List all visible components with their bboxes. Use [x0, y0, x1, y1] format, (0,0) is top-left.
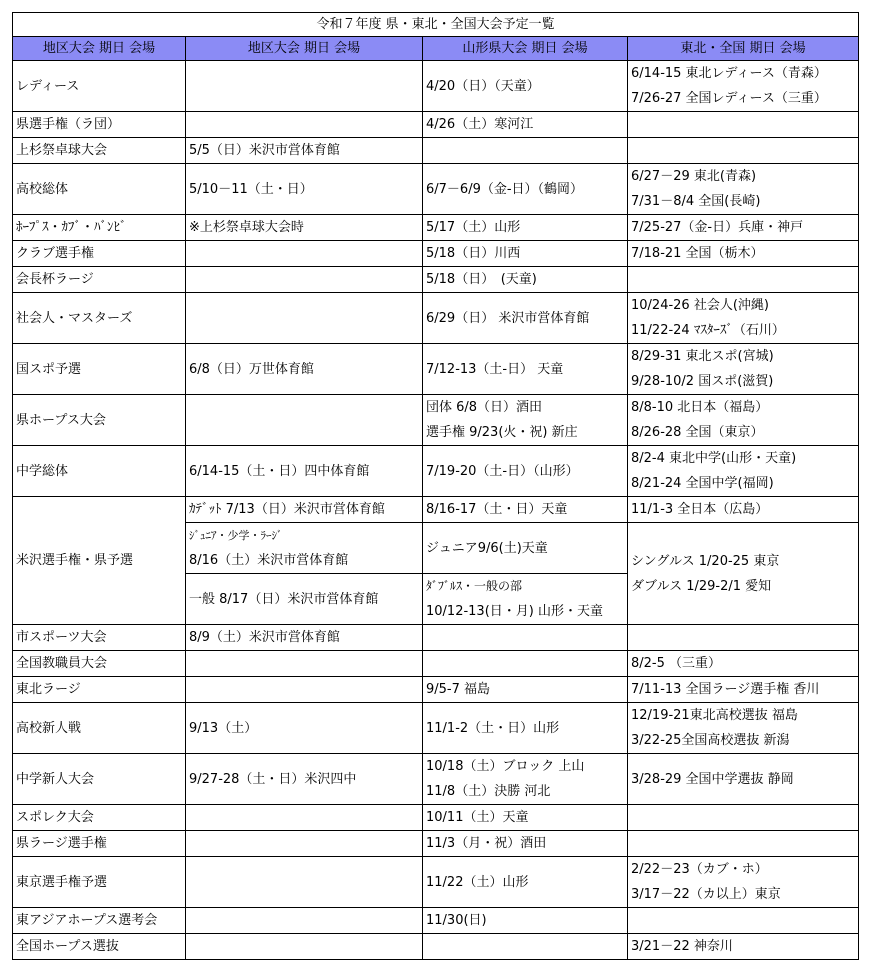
cell-line: 6/14-15（土・日）四中体育館 [189, 463, 370, 479]
tohoku-cell [628, 395, 859, 446]
cell-line: 7/25-27（金-日）兵庫・神戸 [631, 220, 804, 235]
tohoku-cell [628, 497, 859, 523]
table-row [13, 138, 859, 164]
tohoku-cell [628, 831, 859, 857]
prefecture-cell [423, 805, 628, 831]
prefecture-cell [423, 651, 628, 677]
table-row [13, 677, 859, 703]
event-cell [13, 934, 186, 960]
header-prefecture: 山形県大会 期日 会場 [423, 37, 628, 61]
event-cell [13, 651, 186, 677]
event-cell [13, 241, 186, 267]
table-row [13, 908, 859, 934]
cell-line: 10/24-26 社会人(沖縄) [631, 298, 769, 313]
cell-line: 上杉祭卓球大会 [16, 143, 108, 158]
cell-line: 会長杯ラージ [16, 272, 94, 287]
cell-line: 7/19-20（土-日）（山形） [426, 463, 579, 479]
district-cell [186, 831, 423, 857]
cell-line: スポレク大会 [16, 810, 94, 825]
cell-line: 9/28-10/2 国スポ(滋賀) [631, 374, 774, 389]
cell-line: 11/1-3 全日本（広島） [631, 502, 769, 517]
header-tohoku-national: 東北・全国 期日 会場 [628, 37, 859, 61]
title-row [13, 13, 859, 37]
empty-cell [426, 934, 624, 959]
prefecture-cell [423, 677, 628, 703]
district-cell [186, 497, 423, 523]
prefecture-cell [423, 138, 628, 164]
prefecture-cell [423, 112, 628, 138]
cell-line: ダブルス 1/29-2/1 愛知 [631, 578, 772, 594]
event-cell [13, 61, 186, 112]
empty-cell [189, 805, 419, 830]
cell-line: 5/5（日）米沢市営体育館 [189, 143, 340, 158]
empty-cell [189, 908, 419, 933]
prefecture-cell [423, 61, 628, 112]
district-cell [186, 523, 423, 574]
cell-line: 7/31－8/4 全国(長崎) [631, 194, 761, 209]
prefecture-cell [423, 267, 628, 293]
schedule-table [12, 12, 859, 960]
empty-cell [189, 870, 419, 895]
empty-cell [631, 138, 855, 163]
empty-cell [189, 408, 419, 433]
table-row [13, 241, 859, 267]
event-cell [13, 857, 186, 908]
prefecture-cell [423, 625, 628, 651]
prefecture-cell [423, 857, 628, 908]
tohoku-cell [628, 267, 859, 293]
prefecture-cell [423, 446, 628, 497]
district-cell [186, 215, 423, 241]
event-cell [13, 446, 186, 497]
cell-line: 7/12-13（土-日） 天童 [426, 361, 564, 377]
event-cell [13, 215, 186, 241]
cell-line: 市スポーツ大会 [16, 630, 107, 645]
table-row [13, 164, 859, 215]
cell-line: 8/21-24 全国中学(福岡) [631, 476, 774, 491]
event-cell [13, 805, 186, 831]
cell-line: 11/30(日) [426, 913, 487, 928]
cell-line: 3/17－22（カ以上）東京 [631, 887, 781, 902]
cell-line: 6/29（日） 米沢市営体育館 [426, 310, 590, 326]
district-cell [186, 344, 423, 395]
cell-line: ﾀﾞﾌﾞﾙｽ・一般の部 [426, 579, 523, 593]
prefecture-cell [423, 293, 628, 344]
tohoku-cell [628, 61, 859, 112]
tohoku-cell [628, 241, 859, 267]
empty-cell [189, 677, 419, 702]
tohoku-cell [628, 754, 859, 805]
table-row [13, 625, 859, 651]
tohoku-cell [628, 908, 859, 934]
event-cell [13, 395, 186, 446]
event-cell [13, 344, 186, 395]
cell-line: ｼﾞｭﾆｱ・少学・ﾗｰｼﾞ [189, 529, 283, 542]
event-cell [13, 625, 186, 651]
table-row [13, 446, 859, 497]
table-row [13, 754, 859, 805]
event-cell [13, 754, 186, 805]
cell-line: 県選手権（ラ団） [16, 117, 121, 132]
event-cell [13, 497, 186, 625]
tohoku-cell [628, 677, 859, 703]
cell-line: 5/17（土）山形 [426, 220, 521, 235]
cell-line: 選手権 9/23(火・祝) 新庄 [426, 425, 578, 440]
tohoku-cell [628, 446, 859, 497]
table-row [13, 112, 859, 138]
empty-cell [426, 138, 624, 163]
empty-cell [631, 805, 855, 830]
cell-line: 11/22（土）山形 [426, 874, 529, 890]
cell-line: シングルス 1/20-25 東京 [631, 553, 780, 569]
district-cell [186, 267, 423, 293]
empty-cell [189, 651, 419, 676]
cell-line: 11/3（月・祝）酒田 [426, 836, 547, 851]
district-cell [186, 138, 423, 164]
cell-line: ※上杉祭卓球大会時 [189, 220, 304, 235]
cell-line: 団体 6/8（日）酒田 [426, 400, 543, 415]
empty-cell [189, 267, 419, 292]
table-row [13, 344, 859, 395]
district-cell [186, 677, 423, 703]
prefecture-cell [423, 754, 628, 805]
event-cell [13, 831, 186, 857]
prefecture-cell [423, 934, 628, 960]
cell-line: 9/13（土） [189, 720, 258, 736]
tohoku-cell [628, 344, 859, 395]
event-cell [13, 677, 186, 703]
empty-cell [189, 306, 419, 331]
cell-line: 12/19-21東北高校選抜 福島 [631, 708, 798, 723]
cell-line: 3/22-25全国高校選抜 新潟 [631, 733, 790, 748]
cell-line: 中学新人大会 [16, 771, 95, 787]
cell-line: 4/26（土）寒河江 [426, 117, 534, 132]
table-row [13, 395, 859, 446]
tohoku-cell [628, 112, 859, 138]
cell-line: 8/2-4 東北中学(山形・天童) [631, 451, 797, 466]
cell-line: 2/22－23（カブ・ホ） [631, 862, 768, 877]
tohoku-cell [628, 805, 859, 831]
cell-line: 8/16-17（土・日）天童 [426, 502, 568, 517]
cell-line: 3/28-29 全国中学選抜 静岡 [631, 771, 794, 787]
cell-line: クラブ選手権 [16, 246, 95, 261]
cell-line: 一般 8/17（日）米沢市営体育館 [189, 591, 379, 607]
tohoku-cell [628, 293, 859, 344]
district-cell [186, 293, 423, 344]
empty-cell [189, 934, 419, 959]
table-row [13, 497, 859, 523]
header-district: 地区大会 期日 会場 [186, 37, 423, 61]
table-row [13, 293, 859, 344]
event-cell [13, 293, 186, 344]
empty-cell [189, 112, 419, 137]
cell-line: 6/27－29 東北(青森) [631, 169, 757, 184]
cell-line: 9/27-28（土・日）米沢四中 [189, 771, 357, 787]
event-cell [13, 703, 186, 754]
empty-cell [189, 241, 419, 266]
event-cell [13, 267, 186, 293]
cell-line: 高校新人戦 [16, 720, 82, 736]
prefecture-cell [423, 497, 628, 523]
cell-line: 5/10－11（土・日） [189, 181, 313, 197]
empty-cell [189, 831, 419, 856]
empty-cell [189, 74, 419, 99]
prefecture-cell [423, 215, 628, 241]
cell-line: 11/8（土）決勝 河北 [426, 784, 551, 799]
cell-line: 高校総体 [16, 181, 69, 197]
cell-line: 10/11（土）天童 [426, 810, 529, 825]
cell-line: 県ラージ選手権 [16, 836, 107, 851]
cell-line: 東アジアホープス選考会 [16, 913, 158, 928]
district-cell [186, 112, 423, 138]
table-row [13, 934, 859, 960]
cell-line: 4/20（日）（天童） [426, 78, 540, 94]
tohoku-cell [628, 934, 859, 960]
district-cell [186, 395, 423, 446]
cell-line: 全国ホープス選抜 [16, 939, 119, 954]
empty-cell [631, 625, 855, 650]
cell-line: 8/16（土）米沢市営体育館 [189, 553, 349, 568]
district-cell [186, 164, 423, 215]
tohoku-cell [628, 523, 859, 625]
prefecture-cell [423, 241, 628, 267]
tohoku-cell [628, 857, 859, 908]
cell-line: ﾎｰﾌﾟｽ・ｶﾌﾞ・ﾊﾞﾝﾋﾞ [16, 220, 127, 235]
cell-line: ｶﾃﾞｯﾄ 7/13（日）米沢市営体育館 [189, 502, 385, 517]
cell-line: 9/5-7 福島 [426, 682, 491, 697]
empty-cell [426, 625, 624, 650]
cell-line: 7/11-13 全国ラージ選手権 香川 [631, 682, 820, 697]
prefecture-cell [423, 344, 628, 395]
cell-line: 社会人・マスターズ [16, 310, 133, 326]
cell-line: 東北ラージ [16, 682, 81, 697]
cell-line: レディース [16, 78, 80, 94]
header-event: 地区大会 期日 会場 [13, 37, 186, 61]
empty-cell [631, 112, 855, 137]
cell-line: 7/26-27 全国レディース（三重） [631, 91, 827, 106]
district-cell [186, 446, 423, 497]
cell-line: 8/29-31 東北スポ(宮城) [631, 349, 774, 364]
event-cell [13, 138, 186, 164]
cell-line: 5/18（日） (天童) [426, 272, 537, 287]
district-cell [186, 934, 423, 960]
table-row [13, 831, 859, 857]
tohoku-cell [628, 625, 859, 651]
cell-line: 6/14-15 東北レディース（青森） [631, 66, 827, 81]
district-cell [186, 241, 423, 267]
cell-line: 11/22-24 ﾏｽﾀｰｽﾞ（石川） [631, 323, 785, 338]
event-cell [13, 112, 186, 138]
prefecture-cell [423, 703, 628, 754]
cell-line: 7/18-21 全国（栃木） [631, 246, 764, 261]
cell-line: 10/12-13(日・月) 山形・天童 [426, 604, 603, 619]
prefecture-cell [423, 523, 628, 574]
district-cell [186, 61, 423, 112]
cell-line: 中学総体 [16, 463, 69, 479]
empty-cell [631, 908, 855, 933]
tohoku-cell [628, 164, 859, 215]
table-row [13, 703, 859, 754]
prefecture-cell [423, 574, 628, 625]
cell-line: 3/21－22 神奈川 [631, 939, 733, 954]
prefecture-cell [423, 831, 628, 857]
event-cell [13, 164, 186, 215]
cell-line: 11/1-2（土・日）山形 [426, 720, 560, 736]
table-row [13, 651, 859, 677]
cell-line: 8/9（土）米沢市営体育館 [189, 630, 340, 645]
district-cell [186, 805, 423, 831]
district-cell [186, 625, 423, 651]
district-cell [186, 574, 423, 625]
cell-line: 全国教職員大会 [16, 656, 108, 671]
table-row [13, 857, 859, 908]
table-row [13, 805, 859, 831]
empty-cell [426, 651, 624, 676]
district-cell [186, 754, 423, 805]
tohoku-cell [628, 215, 859, 241]
tohoku-cell [628, 138, 859, 164]
tohoku-cell [628, 651, 859, 677]
cell-line: 8/8-10 北日本（福島） [631, 400, 769, 415]
prefecture-cell [423, 908, 628, 934]
prefecture-cell [423, 395, 628, 446]
prefecture-cell [423, 164, 628, 215]
cell-line: ジュニア9/6(土)天童 [426, 540, 548, 556]
event-cell [13, 908, 186, 934]
table-title: 令和７年度 県・東北・全国大会予定一覧 [13, 13, 859, 37]
header-row [13, 37, 859, 61]
cell-line: 8/2-5 （三重） [631, 656, 722, 671]
district-cell [186, 908, 423, 934]
cell-line: 東京選手権予選 [16, 874, 108, 890]
cell-line: 5/18（日）川西 [426, 246, 521, 261]
district-cell [186, 857, 423, 908]
cell-line: 米沢選手権・県予選 [16, 553, 134, 568]
cell-line: 6/7－6/9（金-日）（鶴岡） [426, 181, 584, 197]
tohoku-cell [628, 703, 859, 754]
table-row [13, 267, 859, 293]
empty-cell [631, 267, 855, 292]
empty-cell [631, 831, 855, 856]
cell-line: 8/26-28 全国（東京） [631, 425, 764, 440]
cell-line: 国スポ予選 [16, 361, 82, 377]
district-cell [186, 651, 423, 677]
district-cell [186, 703, 423, 754]
cell-line: 6/8（日）万世体育館 [189, 361, 314, 377]
table-row [13, 215, 859, 241]
cell-line: 10/18（土）ブロック 上山 [426, 759, 585, 774]
table-row [13, 61, 859, 112]
cell-line: 県ホープス大会 [16, 412, 106, 428]
